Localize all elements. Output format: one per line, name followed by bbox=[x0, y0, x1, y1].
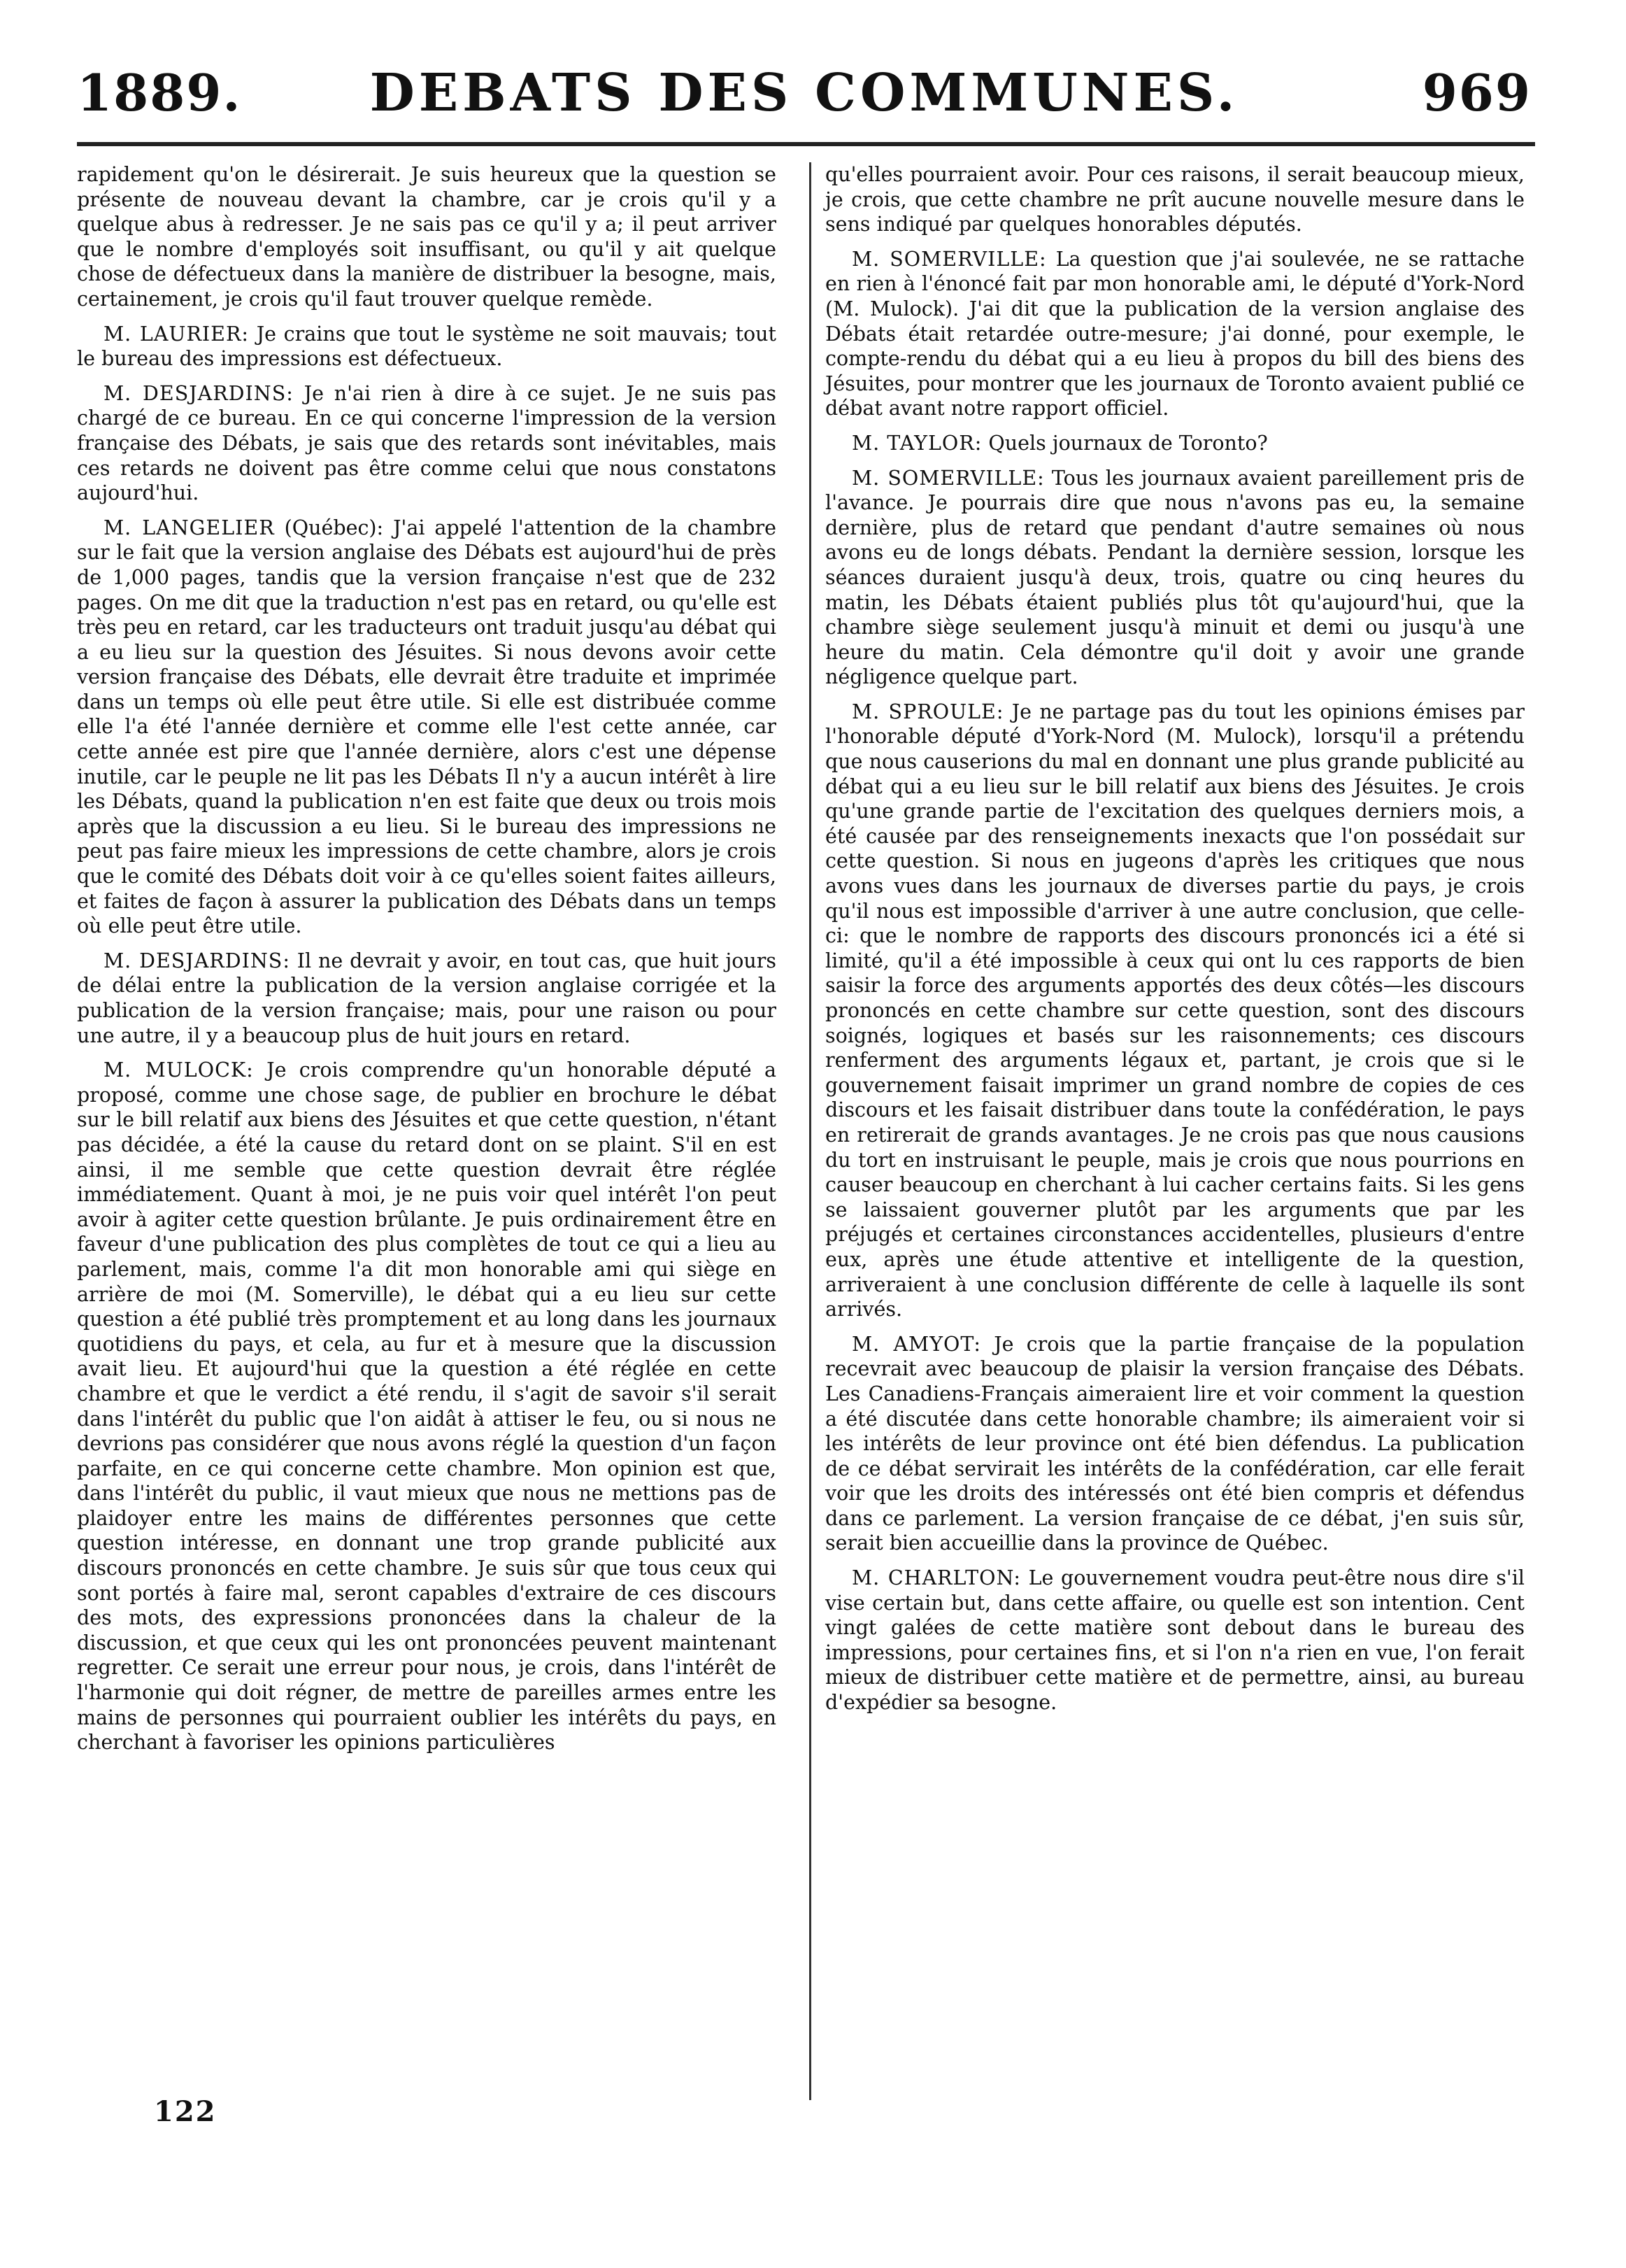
speech-text: Le gouvernement voudra peut-être nous dire s'il vise certain but, dans cette affaire, ou quelle est son intention. Cent vingt galées de cette matière sont debout dans le bureau des impressions, pour certaines fins, et si l'on n'a rien en vue, l'on ferait mieux de distribuer cette matière et de permettre, ainsi, au bureau d'expédier sa besogne. bbox=[825, 1566, 1525, 1715]
paragraph bbox=[825, 431, 1525, 456]
paragraph: qu'elles pourraient avoir. Pour ces raisons, il serait beaucoup mieux, je crois, que cette chambre ne prît aucune nouvelle mesure dans le sens indiqué par quelques honorables députés. bbox=[825, 163, 1525, 236]
speech-text: Je crois que la partie française de la population recevrait avec beaucoup de plaisir la version française des Débats. Les Canadiens-Français aimeraient lire et voir comment la question a été discutée dans cette honorable chambre; ils aimeraient voir si les intérêts de leur province ont été bien défendus. La publication de ce débat servirait les intérêts de la confédération, car elle ferait voir que les droits des intéressés ont été bien compris et défendus dans ce parlement. La version française de ce débat, j'en suis sûr, serait bien accueillie dans la province de Québec. bbox=[825, 1332, 1525, 1555]
left-column bbox=[77, 162, 776, 1765]
speech-text: Je crois comprendre qu'un honorable député a proposé, comme une chose sage, de publier en brochure le débat sur le bill relatif aux biens des Jésuites et que cette question, n'étant pas décidée, a été la cause du retard dont on se plaint. S'il en est ainsi, il me semble que cette question devrait être réglée immédiatement. Quant à moi, je ne puis voir quel intérêt l'on peut avoir à agiter cette question brûlante. Je puis ordinairement être en faveur d'une publication des plus complètes de tout ce qui a lieu au parlement, mais, comme l'a dit mon honorable ami qui siège en arrière de moi (M. Somerville), le débat qui a eu lieu sur cette question a été publié très promptement et au long dans les journaux quotidiens du pays, et cela, au fur et à mesure que la discussion avait lieu. Et aujourd'hui que la question a été réglée en cette chambre et que le verdict a été rendu, il s'agit de savoir s'il serait dans l'intérêt du public que l'on aidât à attiser le feu, ou si nous ne devrions pas considérer que nous avons réglé la question d'un façon parfaite, en ce qui concerne cette chambre. Mon opinion est que, dans l'intérêt du public, il vaut mieux que nous ne mettions pas de plaidoyer entre les mains de différentes personnes que cette question intéresse, en donnant une trop grande publicité aux discours prononcés en cette chambre. Je suis sûr que tous ceux qui sont portés à faire mal, seront capables d'extraire de ces discours des mots, des expressions prononcées dans la chaleur de la discussion, et que ceux qui les ont prononcées peuvent maintenant regretter. Ce serait une erreur pour nous, je crois, dans l'intérêt de l'harmonie qui doit régner, de mettre de pareilles armes entre les mains de personnes qui pourraient oublier les intérêts du pays, en cherchant à favoriser les opinions particulières bbox=[77, 1058, 776, 1755]
speech-text: La question que j'ai soulevée, ne se rattache en rien à l'énoncé fait par mon honorable ami, le député d'York-Nord (M. Mulock). J'ai dit que la publication de la version anglaise des Débats était retardée outre-mesure; j'ai donné, pour exemple, le compte-rendu du débat qui a eu lieu à propos du bill des biens des Jésuites, pour montrer que les journaux de Toronto avaient publié ce débat avant notre rapport officiel. bbox=[825, 247, 1525, 420]
speaker-name: M. SOMERVILLE: bbox=[852, 247, 1047, 271]
speech-text: Je ne partage pas du tout les opinions émises par l'honorable député d'York-Nord (M. Mulock), lorsqu'il a prétendu que nous causerions du mal en donnant une plus grande publicité au débat qui a eu lieu sur le bill relatif aux biens des Jésuites. Je crois qu'une grande partie de l'excitation des quelques derniers mois, a été causée par des renseignements inexacts que l'on possédait sur cette question. Si nous en jugeons d'après les critiques que nous avons vues dans les journaux de diverses partie du pays, je crois qu'il nous est impossible d'arriver à une autre conclusion, que celle-ci: que le nombre de rapports des discours prononcés ici a été si limité, qu'il a été impossible à ceux qui ont lu ces rapports de bien saisir la force des arguments apportés des deux côtés—les discours prononcés en cette chambre sur cette question, sont des discours soignés, logiques et basés sur les raisonnements; ces discours renferment des arguments légaux et, partant, je crois que si le gouvernement faisait imprimer un grand nombre de copies de ces discours et les faisait distribuer dans toute la confédération, le pays en retirerait de grands avantages. Je ne crois pas que nous causions du tort en instruisant le peuple, mais je crois que nous pourrions en causer beaucoup en cherchant à lui cacher certains faits. Si les gens se laissaient gouverner plutôt par les arguments que par les préjugés et certaines circonstances accidentelles, plusieurs d'entre eux, après une étude attentive et intelligente de la question, arriveraient à une conclusion différente de celle à laquelle ils sont arrivés. bbox=[825, 700, 1525, 1321]
header-rule bbox=[77, 142, 1535, 146]
paragraph bbox=[77, 1058, 776, 1755]
speaker-name: M. DESJARDINS: bbox=[104, 381, 294, 405]
speech-text: Tous les journaux avaient pareillement pris de l'avance. Je pourrais dire que nous n'avons pas eu, la semaine dernière, plus de retard que pendant d'autre semaines où nous avons eu de longs débats. Pendant la dernière session, lorsque les séances duraient jusqu'à deux, trois, quatre ou cinq heures du matin, les Débats étaient publiés plus tôt qu'aujourd'hui, que la chambre siège seulement jusqu'à minuit et demi ou jusqu'à une heure du matin. Cela démontre qu'il doit y avoir une grande négligence quelque part. bbox=[825, 466, 1525, 689]
paragraph bbox=[77, 322, 776, 371]
paragraph bbox=[825, 700, 1525, 1322]
paragraph bbox=[825, 247, 1525, 421]
paragraph bbox=[825, 1332, 1525, 1556]
speech-text: Je crains que tout le système ne soit mauvais; tout le bureau des impressions est défectueux. bbox=[77, 322, 776, 371]
speaker-name: M. SPROULE: bbox=[852, 700, 1004, 723]
speaker-name: M. DESJARDINS: bbox=[104, 949, 290, 972]
speaker-name: M. LANGELIER bbox=[104, 516, 275, 539]
page-header bbox=[77, 63, 1532, 140]
speaker-name: M. LAURIER: bbox=[104, 322, 250, 346]
paragraph bbox=[77, 381, 776, 506]
speech-text: (Québec): J'ai appelé l'attention de la chambre sur le fait que la version anglaise des Débats est aujourd'hui de près de 1,000 pages, tandis que la version française n'est que de 232 pages. On me dit que la traduction n'est pas en retard, ou qu'elle est très peu en retard, car les traducteurs ont traduit jusqu'au débat qui a eu lieu sur la question des Jésuites. Si nous devons avoir cette version française des Débats, elle devrait être traduite et imprimée dans un temps où elle peut être utile. Si elle est distribuée comme elle l'a été l'année dernière et comme elle l'est cette année, car cette année est pire que l'année dernière, alors c'est une dépense inutile, car le peuple ne lit pas les Débats Il n'y a aucun intérêt à lire les Débats, quand la publication n'en est faite que deux ou trois mois après que la discussion a eu lieu. Si le bureau des impressions ne peut pas faire mieux les impressions de cette chambre, alors je crois que le comité des Débats doit voir à ce qu'elles soient faites ailleurs, et faites de façon à assurer la publication des Débats dans un temps où elle peut être utile. bbox=[77, 516, 777, 938]
speaker-name: M. MULOCK: bbox=[104, 1058, 254, 1082]
speaker-name: M. SOMERVILLE: bbox=[852, 466, 1045, 490]
speaker-name: M. CHARLTON: bbox=[852, 1566, 1022, 1590]
paragraph bbox=[77, 516, 776, 939]
speech-text: Quels journaux de Toronto? bbox=[988, 431, 1268, 455]
column-divider bbox=[809, 162, 811, 2100]
speaker-name: M. TAYLOR: bbox=[852, 431, 983, 455]
signature-mark: 122 bbox=[154, 2095, 217, 2128]
paragraph bbox=[825, 1566, 1525, 1715]
speech-text: Il ne devrait y avoir, en tout cas, que huit jours de délai entre la publication de la version anglaise corrigée et la publication de la version française; mais, pour une raison ou pour une autre, il y a beaucoup plus de huit jours en retard. bbox=[77, 949, 776, 1047]
header-title: DEBATS DES COMMUNES. bbox=[369, 63, 1239, 123]
speaker-name: M. AMYOT: bbox=[852, 1332, 981, 1356]
header-page-number: 969 bbox=[1422, 63, 1532, 122]
paragraph bbox=[77, 949, 776, 1048]
header-year: 1889. bbox=[77, 63, 242, 122]
right-column bbox=[825, 162, 1525, 1725]
paragraph: rapidement qu'on le désirerait. Je suis heureux que la question se présente de nouveau devant la chambre, car je crois qu'il y a quelque abus à redresser. Je ne sais pas ce qu'il y a; il peut arriver que le nombre d'employés soit insuffisant, ou qu'il y ait quelque chose de défectueux dans la manière de distribuer la besogne, mais, certainement, je crois qu'il faut trouver quelque remède. bbox=[77, 163, 776, 311]
paragraph bbox=[825, 466, 1525, 690]
speech-text: Je n'ai rien à dire à ce sujet. Je ne suis pas chargé de ce bureau. En ce qui concerne l'impression de la version française des Débats, je sais que des retards sont inévitables, mais ces retards ne doivent pas être comme celui que nous constatons aujourd'hui. bbox=[77, 381, 776, 505]
